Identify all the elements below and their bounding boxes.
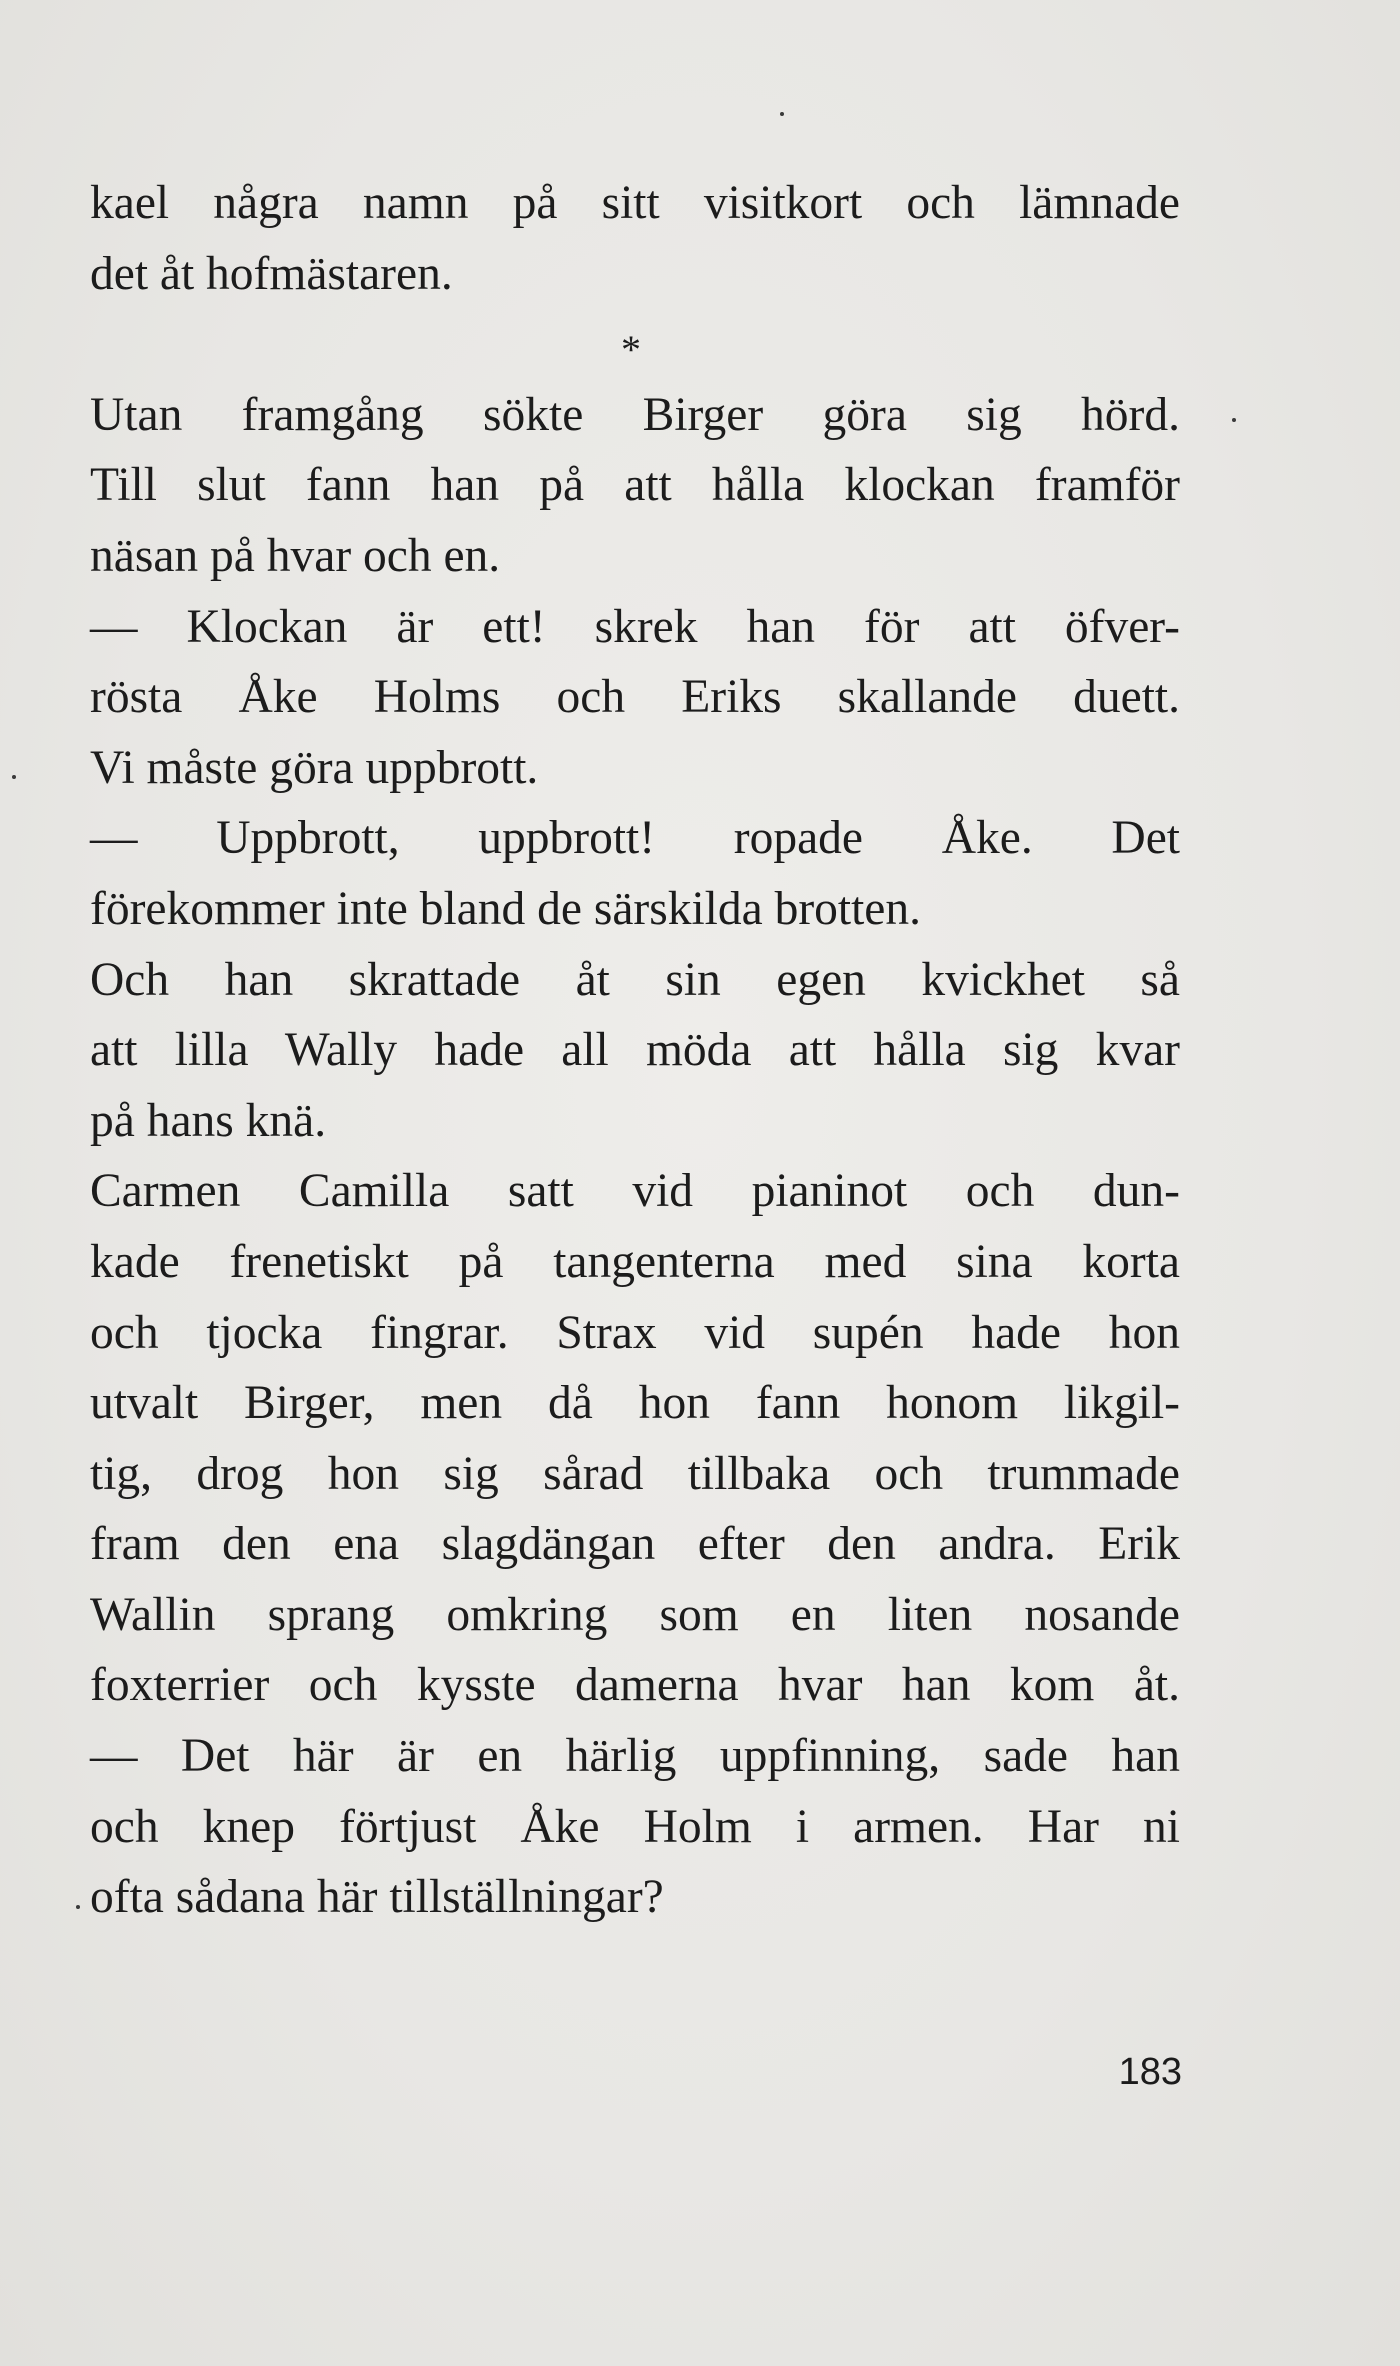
scan-speck: [780, 112, 784, 116]
page-number: 183: [1118, 2051, 1182, 2093]
text-line: Wallin sprang omkring som en liten nosande: [90, 1588, 1180, 1641]
text-line: kade frenetiskt på tangenterna med sina korta: [90, 1235, 1180, 1288]
text-line: foxterrier och kysste damerna hvar han kom åt.: [90, 1659, 1180, 1712]
text-line: Carmen Camilla satt vid pianinot och dun-: [90, 1165, 1180, 1218]
scan-speck: [12, 775, 16, 779]
text-line: tig, drog hon sig sårad tillbaka och trummade: [90, 1447, 1180, 1500]
section-asterisk: *: [621, 327, 641, 372]
text-line: näsan på hvar och en.: [90, 529, 501, 582]
text-line: Till slut fann han på att hålla klockan framför: [90, 459, 1180, 512]
text-line: Och han skrattade åt sin egen kvickhet så: [90, 953, 1180, 1006]
text-line: kael några namn på sitt visitkort och lämnade: [90, 177, 1180, 229]
text-line: det åt hofmästaren.: [90, 247, 453, 300]
text-line: på hans knä.: [90, 1094, 327, 1147]
scan-speck: [76, 1905, 80, 1909]
text-line: fram den ena slagdängan efter den andra. Erik: [90, 1518, 1180, 1571]
scan-speck: [1232, 418, 1236, 422]
text-line: Vi måste göra uppbrott.: [90, 741, 539, 794]
text-line: — Det här är en härlig uppfinning, sade han: [90, 1730, 1180, 1783]
text-line: — Klockan är ett! skrek han för att öfver-: [90, 600, 1180, 653]
text-line: Utan framgång sökte Birger göra sig hörd.: [90, 388, 1180, 441]
text-line: ofta sådana här tillställningar?: [90, 1871, 664, 1924]
text-line: förekommer inte bland de särskilda brotten.: [90, 882, 921, 935]
text-line: att lilla Wally hade all möda att hålla sig kvar: [90, 1024, 1180, 1077]
text-line: — Uppbrott, uppbrott! ropade Åke. Det: [90, 812, 1180, 865]
text-line: rösta Åke Holms och Eriks skallande duett.: [90, 671, 1180, 724]
text-line: och tjocka fingrar. Strax vid supén hade hon: [90, 1306, 1180, 1359]
body-text: [90, 168, 1180, 1933]
text-line: och knep förtjust Åke Holm i armen. Har ni: [90, 1800, 1180, 1853]
text-line: utvalt Birger, men då hon fann honom likgil-: [90, 1377, 1180, 1430]
